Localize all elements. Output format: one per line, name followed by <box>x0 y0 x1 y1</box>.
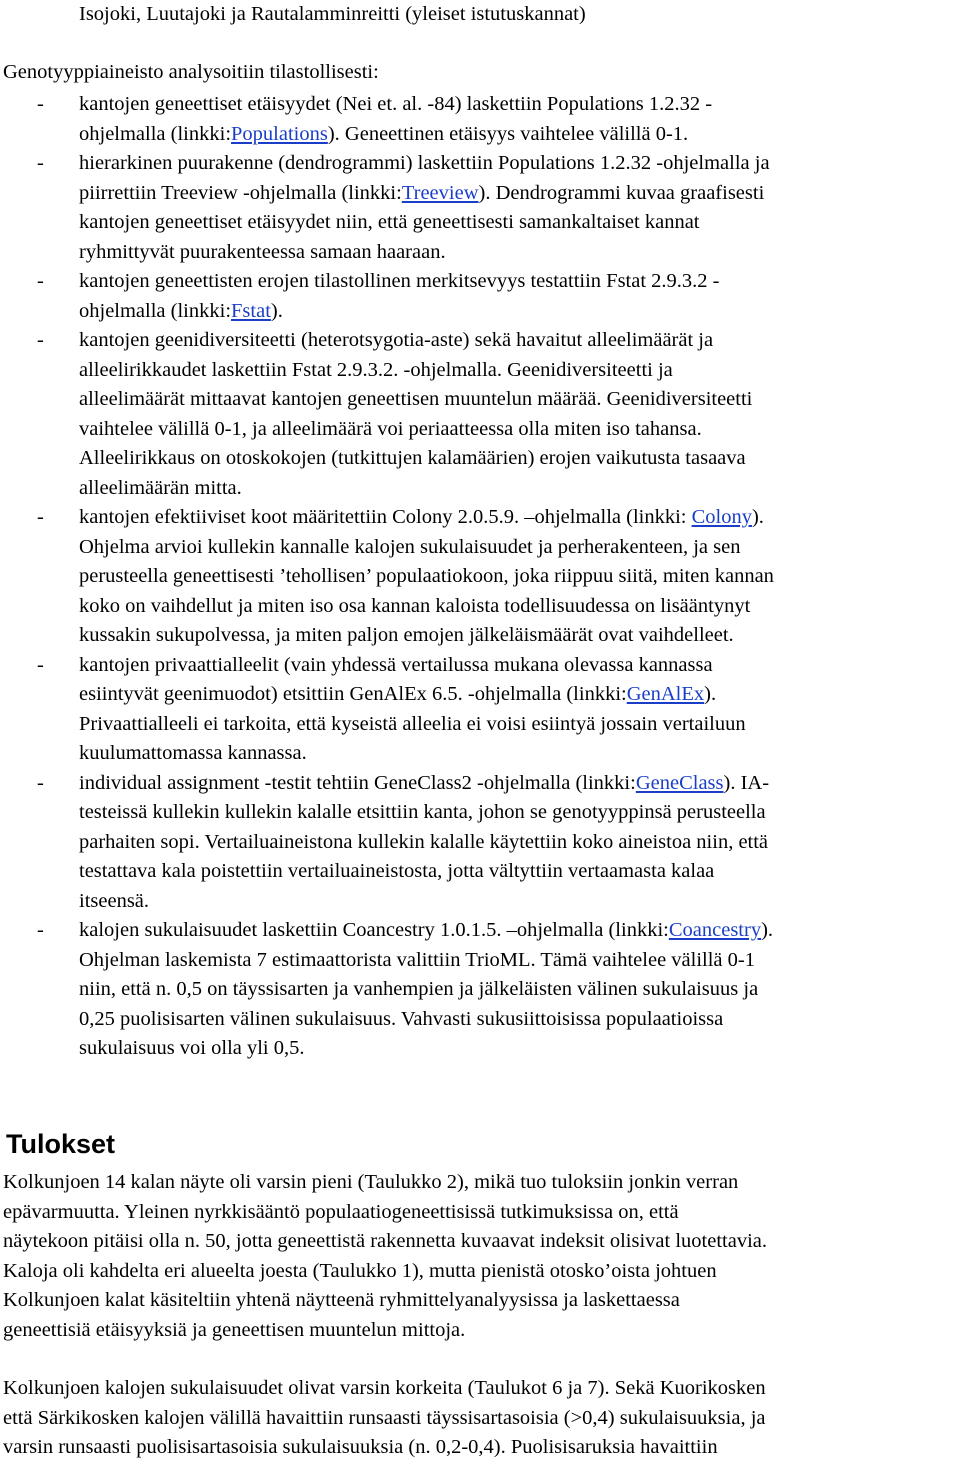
line-text: kantojen efektiiviset koot määritettiin Colony 2.0.5.9. –ohjelmalla (linkki: <box>79 506 692 528</box>
paragraph-line: varsin runsaasti puolisisartasoisia sukulaisuuksia (n. 0,2-0,4). Puolisisaruksia havaittiin <box>3 1436 718 1458</box>
list-item-line: Privaattialleeli ei tarkoita, että kyseistä alleelia ei voisi esiintyä jossain vertailuun <box>79 712 746 735</box>
link-genalex[interactable]: GenAlEx <box>626 683 705 705</box>
list-item-line <box>79 680 716 708</box>
list-item-line: Ohjelman laskemista 7 estimaattorista valittiin TrioML. Tämä vaihtelee välillä 0-1 <box>79 948 755 971</box>
paragraph-line: Kolkunjoen kalat käsiteltiin yhtenä näytteenä ryhmittelyanalyysissa ja laskettaessa <box>3 1289 680 1311</box>
list-item-line: testattava kala poistettiin vertailuaineistosta, jotta vältyttiin vertaamasta kalaa <box>79 860 715 882</box>
paragraph-line: Kolkunjoen kalojen sukulaisuudet olivat varsin korkeita (Taulukot 6 ja 7). Sekä Kuorikosken <box>3 1377 766 1399</box>
list-item-line: kuulumattomassa kannassa. <box>79 742 307 764</box>
paragraph-line: näytekoon pitäisi olla n. 50, jotta geneettistä rakennetta kuvaavat indeksit olisivat luotettavia. <box>3 1230 767 1252</box>
list-item-line <box>79 297 283 325</box>
list-item-line: alleelirikkaudet laskettiin Fstat 2.9.3.2. -ohjelmalla. Geenidiversiteetti ja <box>79 358 673 381</box>
line-text: ). <box>751 506 764 528</box>
list-item-line: kantojen privaattialleelit (vain yhdessä vertailussa mukana olevassa kannassa <box>79 653 713 676</box>
link-geneclass[interactable]: GeneClass <box>635 771 724 794</box>
link-fstat[interactable]: Fstat <box>231 299 271 322</box>
list-item-line: testeissä kullekin kullekin kalalle etsittiin kanta, johon se genotyyppinsä perusteella <box>79 801 766 823</box>
link-coancestry[interactable]: Coancestry <box>668 919 762 941</box>
list-item-line <box>79 120 688 148</box>
list-item-line: parhaiten sopi. Vertailuaineistona kullekin kalalle käytettiin koko aineistoa niin, että <box>79 830 769 853</box>
list-item-line: itseensä. <box>79 889 150 912</box>
line-text: ). Dendrogrammi kuvaa graafisesti <box>478 181 765 204</box>
list-bullet-dash: - <box>37 270 44 292</box>
paragraph-line: Kolkunjoen 14 kalan näyte oli varsin pieni (Taulukko 2), mikä tuo tuloksiin jonkin verran <box>3 1171 739 1193</box>
list-item-line: perusteella geneettisesti ’tehollisen’ populaatiokoon, joka riippuu siitä, miten kannan <box>79 565 774 587</box>
line-text: piirrettiin Treeview -ohjelmalla (linkki: <box>79 181 402 204</box>
list-bullet-dash: - <box>37 919 44 941</box>
list-bullet-dash: - <box>37 93 44 115</box>
list-item-line: vaihtelee välillä 0-1, ja alleelimäärä voi periaatteessa olla miten iso tahansa. <box>79 417 702 440</box>
document-title: Isojoki, Luutajoki ja Rautalamminreitti (yleiset istutuskannat) <box>79 3 586 25</box>
link-treeview[interactable]: Treeview <box>401 181 479 204</box>
line-text: ). IA- <box>723 771 770 794</box>
paragraph-line: epävarmuutta. Yleinen nyrkkisääntö populaatiogeneettisissä tutkimuksissa on, että <box>3 1200 679 1223</box>
line-text: ohjelmalla (linkki: <box>79 299 232 322</box>
list-bullet-dash: - <box>37 506 44 528</box>
list-item-line: Alleelirikkaus on otoskokojen (tutkittujen kalamäärien) erojen vaikutusta tasaava <box>79 447 746 469</box>
line-text: esiintyvät geenimuodot) etsittiin GenAlEx 6.5. -ohjelmalla (linkki: <box>79 683 627 705</box>
list-item-line: niin, että n. 0,5 on täyssisarten ja vanhempien ja jälkeläisten välinen sukulaisuus ja <box>79 978 759 1000</box>
list-item-line: kantojen geenidiversiteetti (heterotsygotia-aste) sekä havaitut alleelimäärät ja <box>79 329 714 351</box>
paragraph-line: geneettisiä etäisyyksiä ja geneettisen muuntelun mittoja. <box>3 1318 466 1341</box>
line-text: ). <box>761 919 774 941</box>
list-item-line: alleelimäärät mittaavat kantojen geneettisen muuntelun määrää. Geenidiversiteetti <box>79 388 753 410</box>
list-item-line: Ohjelma arvioi kullekin kannalle kalojen sukulaisuudet ja perherakenteen, ja sen <box>79 535 741 558</box>
intro-text: Genotyyppiaineisto analysoitiin tilastollisesti: <box>3 61 379 83</box>
results-heading: Tulokset <box>6 1129 116 1159</box>
paragraph-line: että Särkikosken kalojen välillä havaittiin runsaasti täyssisartasoisia (>0,4) sukulaisuuksia, ja <box>3 1406 766 1429</box>
list-item-line: sukulaisuus voi olla yli 0,5. <box>79 1037 305 1059</box>
list-item-line <box>79 769 769 797</box>
line-text: individual assignment -testit tehtiin GeneClass2 -ohjelmalla (linkki: <box>79 771 636 794</box>
list-item-line: alleelimäärän mitta. <box>79 476 242 499</box>
line-text: ). <box>704 683 717 705</box>
list-item-line: kantojen geneettiset etäisyydet (Nei et. al. -84) laskettiin Populations 1.2.32 - <box>79 93 713 115</box>
list-bullet-dash: - <box>37 653 44 676</box>
line-text: ohjelmalla (linkki: <box>79 122 232 145</box>
list-bullet-dash: - <box>37 152 44 174</box>
list-item-line <box>79 916 773 944</box>
paragraph-line: Kaloja oli kahdelta eri alueelta joesta (Taulukko 1), mutta pienistä otosko’oista johtuen <box>3 1259 717 1282</box>
list-bullet-dash: - <box>37 771 44 794</box>
line-text: ). <box>270 299 283 322</box>
list-item-line <box>79 503 764 531</box>
line-text: kalojen sukulaisuudet laskettiin Coancestry 1.0.1.5. –ohjelmalla (linkki: <box>79 919 669 941</box>
line-text: ). Geneettinen etäisyys vaihtelee välillä 0-1. <box>327 122 689 145</box>
list-item-line: ryhmittyvät puurakenteessa samaan haaraan. <box>79 240 446 263</box>
list-item-line: hierarkinen puurakenne (dendrogrammi) laskettiin Populations 1.2.32 -ohjelmalla ja <box>79 152 770 174</box>
list-item-line: kantojen geneettisten erojen tilastollinen merkitsevyys testattiin Fstat 2.9.3.2 - <box>79 270 720 292</box>
list-item-line <box>79 179 764 207</box>
list-item-line: kussakin sukupolvessa, ja miten paljon emojen jälkeläismäärät ovat vaihdelleet. <box>79 624 734 646</box>
list-item-line: koko on vaihdellut ja miten iso osa kannan kaloista todellisuudessa on lisääntynyt <box>79 594 751 617</box>
link-colony[interactable]: Colony <box>691 506 752 528</box>
link-populations[interactable]: Populations <box>231 122 328 145</box>
list-item-line: kantojen geneettiset etäisyydet niin, että geneettisesti samankaltaiset kannat <box>79 211 700 233</box>
list-bullet-dash: - <box>37 329 44 351</box>
list-item-line: 0,25 puolisisarten välinen sukulaisuus. Vahvasti sukusiittoisissa populaatioissa <box>79 1007 724 1030</box>
